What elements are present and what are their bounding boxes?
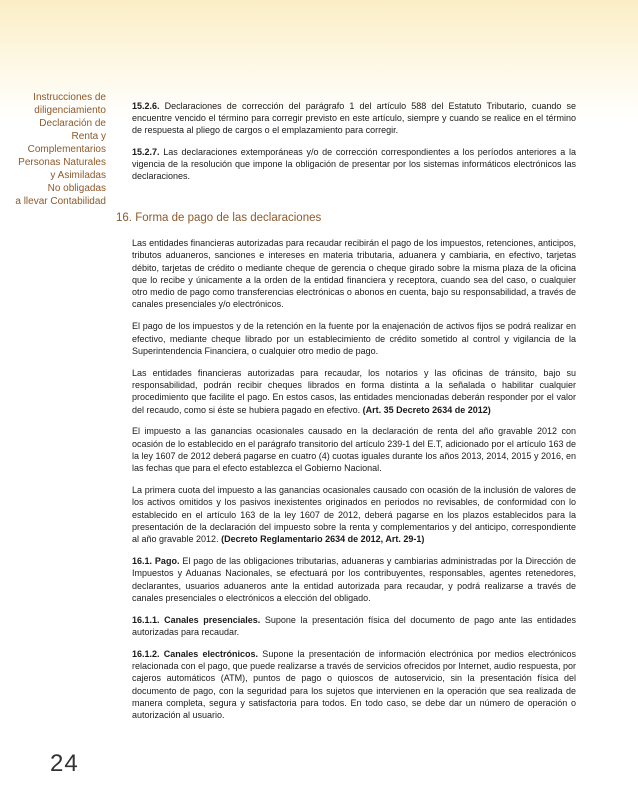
side-note-line: Instrucciones de [33,92,106,103]
paragraph-15-2-6 [132,100,576,137]
body-paragraph: El pago de los impuestos y de la retención en la fuente por la enajenación de activos fijos se podrá realizar en efectivo, mediante cheque librado por un establecimiento de crédito sometido al control y vigilancia de la Superintendencia Financiera, o cualquier otro medio de pago. [132,321,576,356]
section-title: Forma de pago de las declaraciones [135,212,322,224]
side-note-line: diligenciamiento [34,105,106,116]
paragraph-15-2-7 [132,146,576,183]
body-paragraph [132,614,576,639]
legal-reference: (Decreto Reglamentario 2634 de 2012, Art. 29-1) [221,534,425,545]
paragraph-text: Supone la presentación de información electrónica por medios electrónicos relacionada con el pago, que puede realizarse a través de servicios ofrecidos por Internet, audio respuesta, por cajeros automáticos (ATM), puntos de pago o quioscos de autoservicio, sin la presentación física del documento de pago, con la seguridad para los sujetos que intervienen en la operación que sea realizada de manera completa, segura y satisfactoria para todos. En todo caso, se debe dar un número de operación o autorización al usuario. [132,648,576,721]
legal-reference: (Art. 35 Decreto 2634 de 2012) [362,404,491,415]
paragraph-text: El pago de las obligaciones tributarias, aduaneras y cambiarias administradas por la Dirección de Impuestos y Aduanas Nacionales, se efectuará por los contribuyentes, responsables, agentes retenedores, declarantes, usuarios aduaneros ante la entidad autorizada para recaudar, y podrá realizarse a través de canales presenciales o electrónicos a elección del obligado. [132,556,576,603]
side-note-line: Declaración de [39,118,106,129]
paragraph-label: 15.2.6. [132,101,160,111]
side-note-line: Renta y [71,131,106,142]
intro-section [132,100,576,191]
body-paragraph [132,484,576,545]
body-paragraph: El impuesto a las ganancias ocasionales causado en la declaración de renta del año gravable 2012 con ocasión de lo establecido en el parágrafo transitorio del artículo 239-1 del E.T, adicionado por el artículo 163 de la ley 1607 de 2012 deberá pagarse en cuatro (4) cuotas iguales durante los años 2013, 2014, 2015 y 2016, en las fechas que para el efecto establezca el Gobierno Nacional. [132,426,576,474]
side-note-line: Complementarios [27,144,106,155]
paragraph-label: 16.1.2. Canales electrónicos. [132,648,259,659]
paragraph-text: Las entidades financieras autorizadas para recaudar, los notarios y las oficinas de tránsito, bajo su responsabilidad, podrán recibir cheques librados en forma distinta a la señalada o habilitar cualquier procedimiento que facilite el pago. En estos casos, las entidades mencionadas deberán responder por el valor del recaudo, como si éste se hubiera pagado en efectivo. [132,367,576,415]
page-number: 24 [50,750,79,777]
section-number: 16. [116,212,132,224]
side-note-line: a llevar Contabilidad [15,196,106,207]
paragraph-label: 16.1.1. Canales presenciales. [132,614,261,625]
side-note [2,91,106,208]
body-paragraph [132,648,576,722]
paragraph-label: 16.1. Pago. [132,556,180,567]
side-note-line: Personas Naturales [18,157,106,168]
side-note-line: y Asimiladas [50,170,106,181]
paragraph-text: Supone la presentación física del documento de pago ante las entidades autorizadas para recaudar. [132,614,576,638]
section-body [132,237,576,731]
body-paragraph [132,367,576,416]
paragraph-text: La primera cuota del impuesto a las ganancias ocasionales causado con ocasión de la inclusión de valores de los activos omitidos y los pasivos inexistentes originados en periodos no revisables, de conformidad con lo establecido en el artículo 163 de la ley 1607 de 2012, deberá pagarse en los plazos establecidos para la presentación de la declaración del impuesto sobre la renta y complementarios y del anticipo, correspondiente al año gravable 2012. [132,485,576,545]
body-paragraph [132,555,576,604]
paragraph-label: 15.2.7. [132,146,160,157]
paragraph-text: Las declaraciones extemporáneas y/o de corrección correspondientes a los períodos anteriores a la vigencia de la resolución que impone la obligación de presentar por los sistemas informáticos electrónicos las declaraciones. [132,146,576,182]
section-heading [116,211,586,225]
body-paragraph: Las entidades financieras autorizadas para recaudar recibirán el pago de los impuestos, retenciones, anticipos, tributos aduaneros, sanciones e intereses en materia tributaria, aduanera y cambiaria, en efectivo, tarjetas débito, tarjetas de crédito o mediante cheque de gerencia o cheque girado sobre la misma plaza de la oficina que lo recibe y únicamente a la orden de la entidad financiera y receptora, cuando sea del caso, o cualquier otro medio de pago como transferencias electrónicas o abonos en cuenta, bajo su responsabilidad, a través de canales presenciales y/o electrónicos. [132,238,576,310]
paragraph-text: Declaraciones de corrección del parágrafo 1 del artículo 588 del Estatuto Tributario, cuando se encuentre vencido el término para corregir previsto en este artículo, siempre y cuando se realice en el término de respuesta al pliego de cargos o el emplazamiento para corregir. [132,101,576,136]
side-note-line: No obligadas [47,183,106,194]
